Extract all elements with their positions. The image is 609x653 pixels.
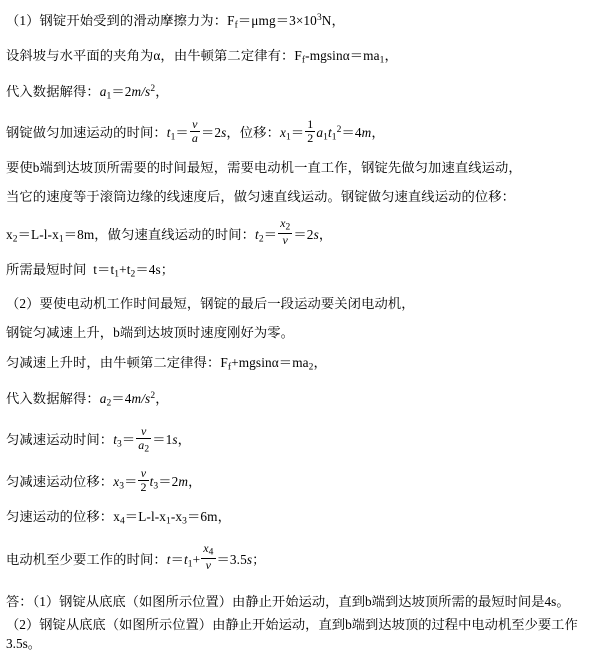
formula-t2: $t_2=$ $\frac{x_2}{v}$ ＝2s， — [255, 215, 333, 247]
formula-t3: $t_3=$ $\frac{v}{a_2}$ ＝1s， — [113, 423, 192, 455]
answer-line-2: （2）钢锭从底底（如图所示位置）由静止开始运动，直到b端到达坡顶的过程中电动机至少要工作3.5s。 — [6, 616, 578, 651]
formula-friction: $F_f=\mu mg=3\times 10^3N$， — [227, 12, 345, 31]
solution-line-13: 匀减速运动时间：$t_3=$ $\frac{v}{a_2}$ ＝1s， — [6, 423, 192, 455]
solution-line-10: 钢锭匀减速上升，b端到达坡顶时速度刚好为零。 — [6, 325, 295, 341]
answer-line-1: 答：（1）钢锭从底底（如图所示位置）由静止开始运动，直到b端到达坡顶所需的最短时间是4s。 — [6, 593, 570, 609]
formula-t1-x1: $t_1=$ $\frac{v}{a}$ ＝2s — [166, 117, 227, 146]
solution-line-15: 匀速运动的位移：$x_4=L-l-x_1-x_3=6m$， — [6, 508, 232, 527]
solution-line-2: 设斜坡与水平面的夹角为α，由牛顿第二定律有：$F_f-mgsin\alpha=ma_1$， — [6, 47, 398, 66]
solution-line-1 — [6, 10, 601, 35]
formula-t-total: $t=t_1+$ $\frac{x_4}{v}$ ＝3.5s； — [166, 541, 266, 573]
part1-line1-text: 钢锭开始受到的滑动摩擦力为： — [39, 12, 228, 28]
solution-line-12: 代入数据解得：$a_2=4m/s^2$， — [6, 391, 169, 409]
answer-block — [6, 592, 601, 653]
solution-line-9: （2）要使电动机工作时间最短，钢锭的最后一段运动要关闭电动机， — [6, 296, 415, 312]
solution-line-16: 电动机至少要工作的时间：$t=t_1+$ $\frac{x_4}{v}$ ＝3.5s； — [6, 541, 266, 573]
formula-x3: $x_3=$ $\frac{v}{2}$ $t_3=2m$， — [113, 465, 202, 494]
solution-line-5: 要使b端到达坡顶所需要的时间最短，需要电动机一直工作，钢锭先做匀加速直线运动， — [6, 159, 522, 175]
solution-line-7: $x_2=L-l-x_1=8m$，做匀速直线运动的时间：$t_2=$ $\frac{x_2}{v}$ ＝2s， — [6, 215, 333, 247]
formula-a1: $a_1=2m/s^2$， — [99, 84, 169, 103]
solution-line-4: 钢锭做匀加速运动的时间：$t_1=$ $\frac{v}{a}$ ＝2s，位移：$x_1=$ $\frac{1}{2}$ $a_1t_1^2=4m$， — [6, 117, 385, 146]
formula-a2: $a_2=4m/s^2$， — [99, 391, 169, 409]
solution-line-11: 匀减速上升时，由牛顿第二定律得：$F_f+mgsin\alpha=ma_2$， — [6, 354, 327, 373]
solution-line-8: 所需最短时间 $t=t_1+t_2=4s$； — [6, 261, 175, 280]
solution-line-14: 匀减速运动位移：$x_3=$ $\frac{v}{2}$ $t_3=2m$， — [6, 465, 202, 494]
solution-line-3: 代入数据解得：$a_1=2m/s^2$， — [6, 84, 169, 103]
part1-label: （1） — [6, 12, 40, 28]
solution-line-6: 当它的速度等于滚筒边缘的线速度后，做匀速直线运动。钢锭做匀速直线运动的位移： — [6, 188, 516, 204]
